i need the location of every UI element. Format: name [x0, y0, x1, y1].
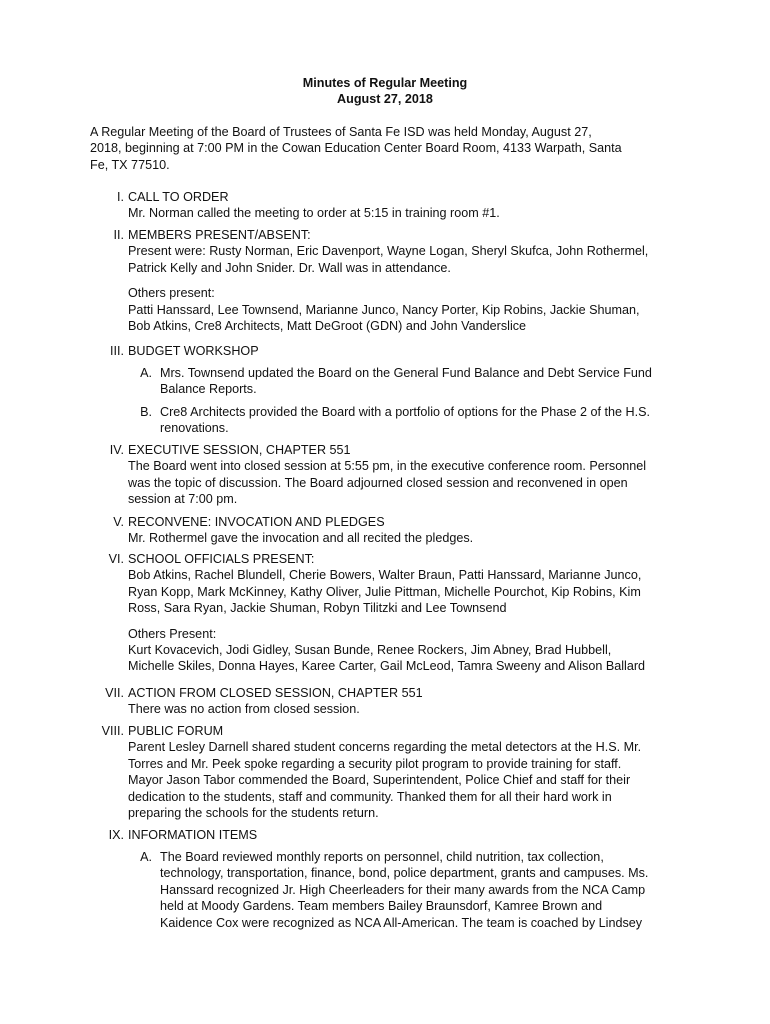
sub-item-letter: A. [140, 366, 152, 380]
item-text: Kaidence Cox were recognized as NCA All-American. The team is coached by Lindsey [160, 915, 643, 930]
intro-line: 2018, beginning at 7:00 PM in the Cowan Education Center Board Room, 4133 Warpath, Santa [90, 141, 622, 156]
item-text: Mayor Jason Tabor commended the Board, Superintendent, Police Chief and staff for their [128, 773, 631, 788]
item-text: Parent Lesley Darnell shared student concerns regarding the metal detectors at the H.S. Mr. [128, 740, 642, 755]
item-heading: BUDGET WORKSHOP [128, 344, 259, 358]
document-title: Minutes of Regular Meeting [302, 76, 468, 90]
item-numeral: VI. [108, 552, 124, 566]
item-text: Mr. Norman called the meeting to order at 5:15 in training room #1. [128, 206, 500, 221]
item-heading: MEMBERS PRESENT/ABSENT: [128, 228, 311, 242]
item-text: Balance Reports. [160, 382, 257, 397]
item-heading: RECONVENE: INVOCATION AND PLEDGES [128, 515, 385, 529]
sub-item-letter: A. [140, 850, 152, 864]
item-numeral: V. [113, 515, 124, 529]
item-text: Ryan Kopp, Mark McKinney, Kathy Oliver, Julie Pittman, Michelle Pourchot, Kip Robins, Kim [128, 584, 641, 599]
item-text: session at 7:00 pm. [128, 492, 238, 507]
item-text: preparing the schools for the students return. [128, 806, 379, 821]
item-heading: PUBLIC FORUM [128, 724, 224, 738]
item-heading: ACTION FROM CLOSED SESSION, CHAPTER 551 [128, 686, 423, 700]
item-text: Patrick Kelly and John Snider. Dr. Wall was in attendance. [128, 260, 451, 275]
item-text: Hanssard recognized Jr. High Cheerleaders for their many awards from the NCA Camp [160, 882, 646, 897]
item-text: dedication to the students, staff and community. Thanked them for all their hard work in [128, 789, 612, 804]
item-text: There was no action from closed session. [128, 702, 360, 717]
item-text: renovations. [160, 421, 229, 436]
item-text: Ross, Sara Ryan, Jackie Shuman, Robyn Tilitzki and Lee Townsend [128, 601, 507, 616]
item-numeral: III. [110, 344, 124, 358]
item-heading: SCHOOL OFFICIALS PRESENT: [128, 552, 315, 566]
item-text: Patti Hanssard, Lee Townsend, Marianne Junco, Nancy Porter, Kip Robins, Jackie Shuman, [128, 302, 640, 317]
item-text: Torres and Mr. Peek spoke regarding a security pilot program to provide training for staff. [128, 756, 622, 771]
item-text: Michelle Skiles, Donna Hayes, Karee Carter, Gail McLeod, Tamra Sweeny and Alison Ballard [128, 659, 646, 674]
item-heading: EXECUTIVE SESSION, CHAPTER 551 [128, 443, 351, 457]
item-text: held at Moody Gardens. Team members Bailey Braunsdorf, Kamree Brown and [160, 899, 603, 914]
sub-item-letter: B. [140, 405, 152, 419]
item-text: Present were: Rusty Norman, Eric Davenport, Wayne Logan, Sheryl Skufca, John Rothermel, [128, 244, 649, 259]
item-heading: CALL TO ORDER [128, 190, 229, 204]
item-numeral: II. [113, 228, 124, 242]
item-text: Kurt Kovacevich, Jodi Gidley, Susan Bunde, Renee Rockers, Jim Abney, Brad Hubbell, [128, 643, 612, 658]
item-numeral: IV. [109, 443, 124, 457]
intro-line: Fe, TX 77510. [90, 157, 170, 172]
intro-paragraph [90, 124, 690, 173]
item-text: Cre8 Architects provided the Board with a portfolio of options for the Phase 2 of the H.S. [160, 405, 651, 419]
meeting-date: August 27, 2018 [337, 92, 433, 106]
item-numeral: VII. [105, 686, 124, 700]
others-label: Others Present: [128, 626, 217, 641]
item-numeral: VIII. [101, 724, 124, 738]
others-label: Others present: [128, 286, 215, 301]
item-numeral: I. [117, 190, 124, 204]
item-numeral: IX. [108, 828, 124, 842]
item-text: Bob Atkins, Cre8 Architects, Matt DeGroot (GDN) and John Vanderslice [128, 319, 527, 334]
item-text: The Board reviewed monthly reports on personnel, child nutrition, tax collection, [160, 850, 604, 864]
intro-line: A Regular Meeting of the Board of Trustees of Santa Fe ISD was held Monday, August 27, [90, 125, 592, 139]
item-text: technology, transportation, finance, bond, police department, grants and campuses. Ms. [160, 866, 649, 881]
item-text: Bob Atkins, Rachel Blundell, Cherie Bowers, Walter Braun, Patti Hanssard, Marianne Junco, [128, 568, 642, 583]
item-heading: INFORMATION ITEMS [128, 828, 258, 842]
item-text: Mrs. Townsend updated the Board on the General Fund Balance and Debt Service Fund [160, 366, 652, 380]
item-text: The Board went into closed session at 5:55 pm, in the executive conference room. Personnel [128, 459, 647, 474]
item-text: Mr. Rothermel gave the invocation and all recited the pledges. [128, 531, 474, 546]
item-text: was the topic of discussion. The Board adjourned closed session and reconvened in open [128, 475, 628, 490]
